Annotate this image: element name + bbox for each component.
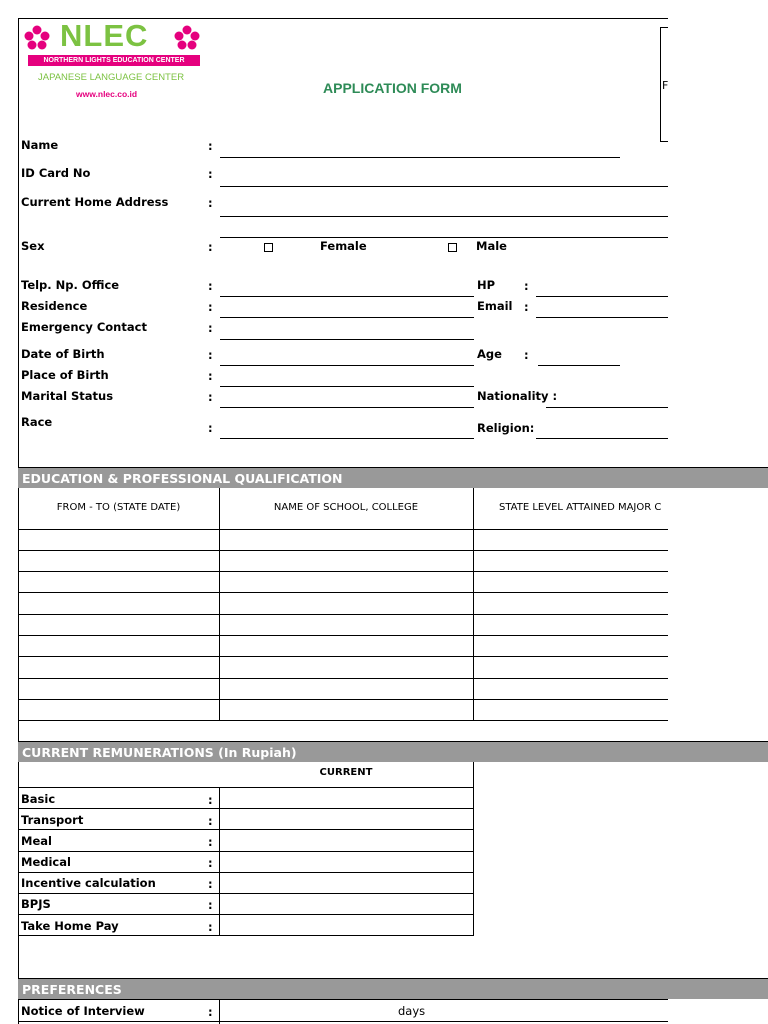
rem-row-take-home: Take Home Pay <box>21 919 119 933</box>
form-title: APPLICATION FORM <box>323 80 462 96</box>
marital-status-label: Marital Status <box>21 389 114 403</box>
name-field[interactable] <box>220 157 620 158</box>
female-label: Female <box>320 239 367 253</box>
colon: : <box>208 279 213 293</box>
edu-row-line <box>18 550 668 551</box>
email-label: Email <box>477 299 513 313</box>
edu-col-divider-2 <box>473 488 474 720</box>
pob-field[interactable] <box>220 386 474 387</box>
edu-header-bottom <box>18 529 668 530</box>
edu-row-line <box>18 720 668 721</box>
flower-icon <box>24 25 50 51</box>
female-checkbox[interactable] <box>264 243 273 252</box>
telp-office-label: Telp. Np. Office <box>21 278 120 292</box>
rem-right-border <box>473 762 474 936</box>
photo-box-label: F <box>662 79 669 92</box>
edu-row-line <box>18 656 668 657</box>
male-checkbox[interactable] <box>448 243 457 252</box>
id-card-field[interactable] <box>220 186 668 187</box>
race-field[interactable] <box>220 438 474 439</box>
edu-col-level: STATE LEVEL ATTAINED MAJOR C <box>499 502 662 513</box>
marital-status-field[interactable] <box>220 407 474 408</box>
rem-row-incentive: Incentive calculation <box>21 876 156 890</box>
rem-col-current: CURRENT <box>319 767 373 778</box>
male-label: Male <box>476 239 507 253</box>
colon: : <box>208 167 213 181</box>
residence-label: Residence <box>21 299 88 313</box>
edu-col-from-to: FROM - TO (STATE DATE) <box>56 502 181 513</box>
logo-tagline-band <box>28 55 200 66</box>
edu-col-school: NAME OF SCHOOL, COLLEGE <box>273 502 419 513</box>
dob-field[interactable] <box>220 365 474 366</box>
colon: : <box>208 196 213 210</box>
edu-row-line <box>18 635 668 636</box>
address-label: Current Home Address <box>21 195 169 209</box>
colon: : <box>208 1005 213 1019</box>
colon: : <box>208 814 213 828</box>
colon: : <box>208 898 213 912</box>
logo-brand: NLEC <box>60 18 149 53</box>
pref-row-line <box>18 1021 668 1022</box>
pref-header-bottom <box>18 999 668 1000</box>
colon: : <box>208 920 213 934</box>
colon: : <box>208 300 213 314</box>
colon: : <box>208 390 213 404</box>
form-left-border <box>18 18 19 1024</box>
age-field[interactable] <box>538 365 620 366</box>
logo-subtitle: JAPANESE LANGUAGE CENTER <box>38 72 185 83</box>
rem-row-line <box>18 935 473 936</box>
education-section-header: EDUCATION & PROFESSIONAL QUALIFICATION <box>18 467 768 488</box>
rem-row-meal: Meal <box>21 834 52 848</box>
colon: : <box>208 793 213 807</box>
logo-tagline: NORTHERN LIGHTS EDUCATION CENTER <box>43 57 185 64</box>
pob-label: Place of Birth <box>21 368 109 382</box>
colon: : <box>524 300 529 314</box>
rem-row-transport: Transport <box>21 813 84 827</box>
colon: : <box>524 348 529 362</box>
colon: : <box>524 279 529 293</box>
edu-row-line <box>18 699 668 700</box>
colon: : <box>208 421 213 435</box>
colon: : <box>208 348 213 362</box>
rem-row-line <box>18 914 473 915</box>
preferences-section-header: PREFERENCES <box>18 978 768 999</box>
colon: : <box>208 369 213 383</box>
age-label: Age <box>477 347 502 361</box>
colon: : <box>208 321 213 335</box>
religion-field[interactable] <box>536 438 668 439</box>
flower-icon <box>174 25 200 51</box>
nlec-logo <box>22 18 212 102</box>
emergency-contact-label: Emergency Contact <box>21 320 147 334</box>
colon: : <box>208 835 213 849</box>
colon: : <box>208 877 213 891</box>
rem-row-line <box>18 808 473 809</box>
address-field-line2[interactable] <box>220 237 668 238</box>
address-field-line1[interactable] <box>220 216 668 217</box>
rem-row-basic: Basic <box>21 792 56 806</box>
hp-label: HP <box>477 278 496 292</box>
logo-website: www.nlec.co.id <box>76 89 138 99</box>
nationality-label: Nationality : <box>477 389 558 403</box>
rem-row-medical: Medical <box>21 855 71 869</box>
colon: : <box>208 139 213 153</box>
hp-field[interactable] <box>536 296 668 297</box>
edu-row-line <box>18 592 668 593</box>
colon: : <box>208 856 213 870</box>
name-label: Name <box>21 138 59 152</box>
race-label: Race <box>21 415 53 429</box>
sex-label: Sex <box>21 239 45 253</box>
telp-office-field[interactable] <box>220 296 474 297</box>
rem-row-line <box>18 851 473 852</box>
notice-of-interview-label: Notice of Interview <box>21 1004 145 1018</box>
rem-row-line <box>18 893 473 894</box>
days-label: days <box>398 1004 426 1018</box>
photo-box-bottom <box>660 141 668 142</box>
edu-row-line <box>18 614 668 615</box>
residence-field[interactable] <box>220 317 474 318</box>
emergency-contact-field[interactable] <box>220 339 474 340</box>
rem-row-line <box>18 872 473 873</box>
photo-box-top <box>660 27 668 28</box>
rem-row-bpjs: BPJS <box>21 897 51 911</box>
edu-col-divider-1 <box>219 488 220 720</box>
religion-label: Religion: <box>477 421 535 435</box>
nationality-field[interactable] <box>546 407 668 408</box>
colon: : <box>208 240 213 254</box>
edu-row-line <box>18 678 668 679</box>
edu-row-line <box>18 571 668 572</box>
remuneration-section-header: CURRENT REMUNERATIONS (In Rupiah) <box>18 741 768 762</box>
rem-row-line <box>18 829 473 830</box>
dob-label: Date of Birth <box>21 347 105 361</box>
rem-header-bottom <box>18 787 473 788</box>
id-card-label: ID Card No <box>21 166 91 180</box>
email-field[interactable] <box>536 317 668 318</box>
photo-box-left <box>660 27 661 142</box>
